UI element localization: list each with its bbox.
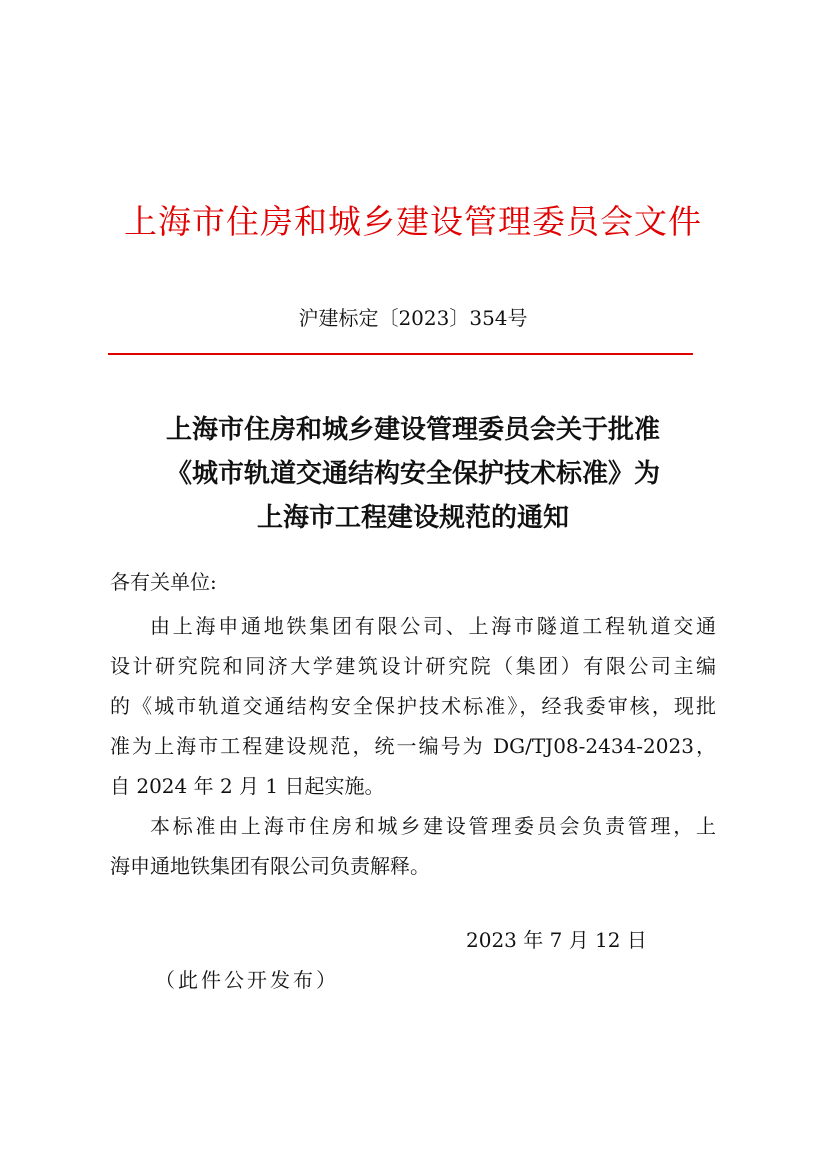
paragraph-line: 准为上海市工程建设规范，统一编号为 DG/TJ08-2434-2023， [110,734,716,758]
paragraph-line: 自 2024 年 2 月 1 日起实施。 [110,774,385,798]
notice-title-line: 上海市住房和城乡建设管理委员会关于批准 [165,415,660,445]
issue-date: 2023 年 7 月 12 日 [466,928,647,952]
document-number: 沪建标定〔2023〕354号 [298,306,528,330]
paragraph-line: 设计研究院和同济大学建筑设计研究院（集团）有限公司主编 [110,654,716,678]
publish-note: （此件公开发布） [155,968,339,992]
paragraph-line: 的《城市轨道交通结构安全保护技术标准》，经我委审核，现批 [110,694,716,718]
paragraph-line: 海申通地铁集团有限公司负责解释。 [110,854,430,878]
notice-title-line: 上海市工程建设规范的通知 [256,503,569,533]
notice-title [0,408,826,540]
paragraph-line: 由上海申通地铁集团有限公司、上海市隧道工程轨道交通 [150,614,716,638]
body-paragraph-1 [110,606,716,806]
header-divider [108,353,693,355]
issuer-header-title: 上海市住房和城乡建设管理委员会文件 [124,202,702,241]
body-paragraph-2 [110,806,716,886]
salutation: 各有关单位: [110,570,217,594]
notice-title-line: 《城市轨道交通结构安全保护技术标准》为 [165,459,660,489]
paragraph-line: 本标准由上海市住房和城乡建设管理委员会负责管理，上 [150,814,716,838]
